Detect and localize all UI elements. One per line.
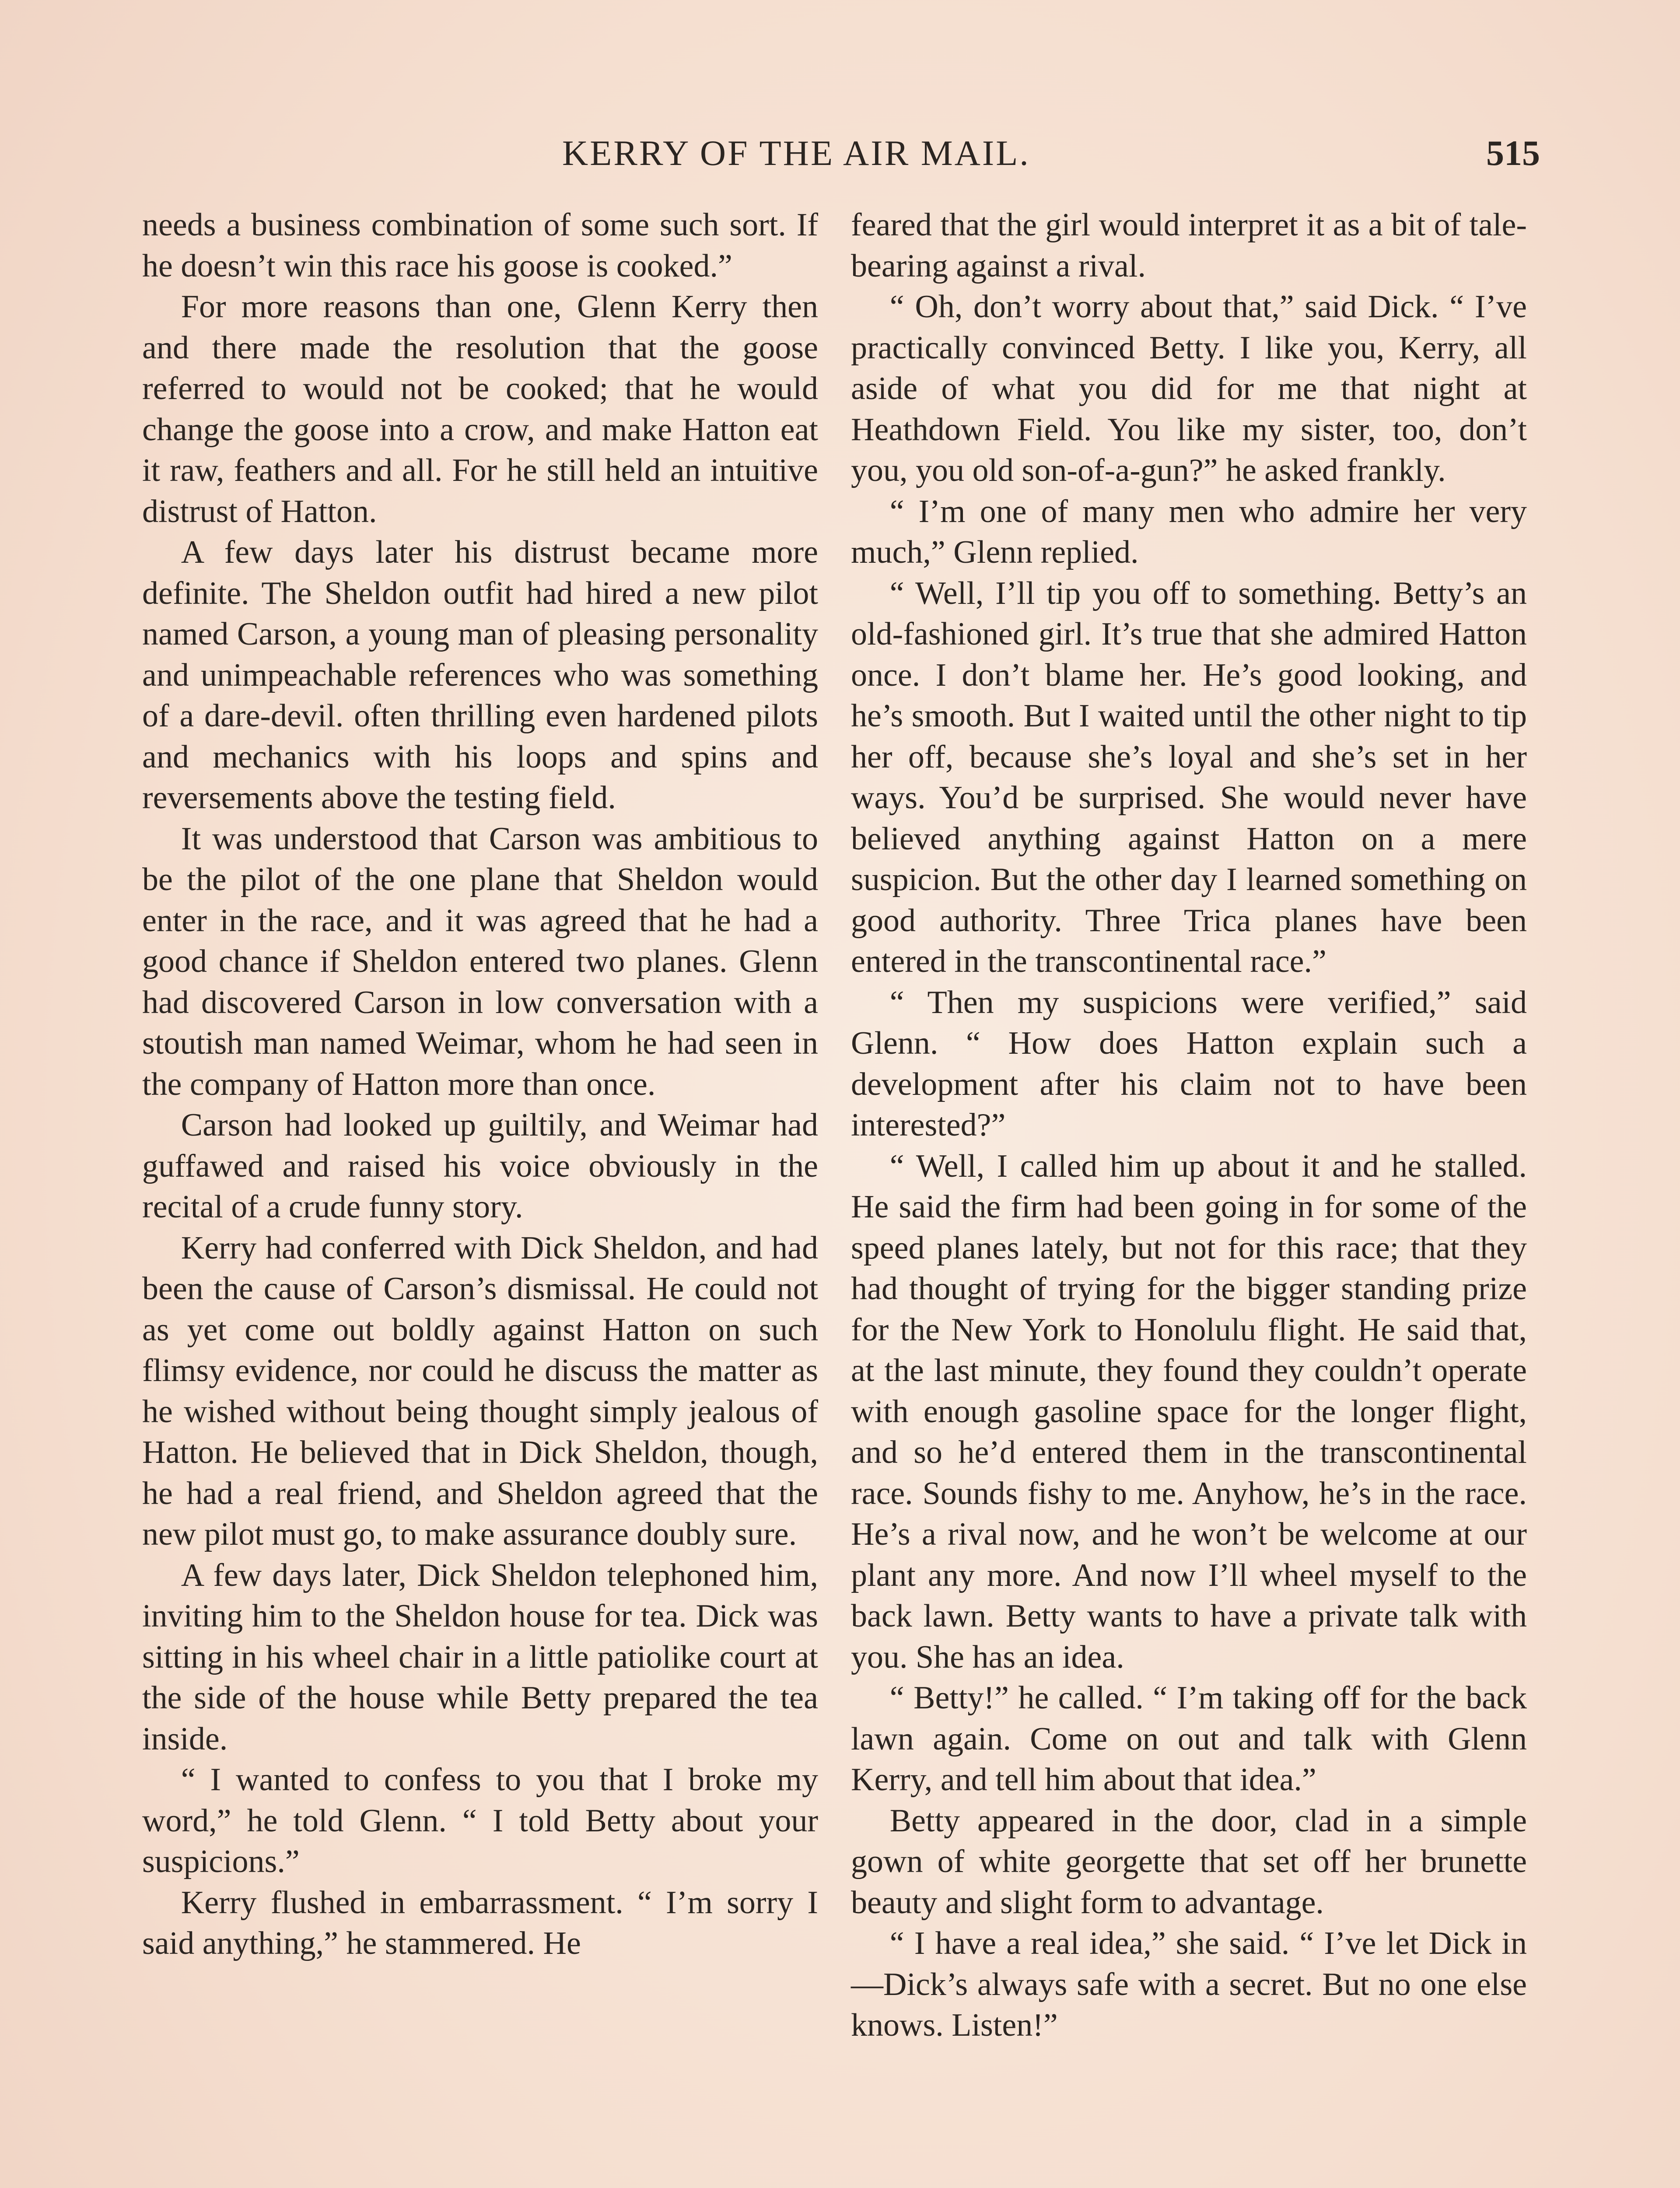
paragraph: “ I have a real idea,” she said. “ I’ve let Dick in—Dick’s always safe with a secret. But no one else knows. Listen!” <box>851 1925 1527 2043</box>
page-number: 515 <box>1486 133 1540 173</box>
paragraph: A few days later, Dick Sheldon telephoned him, inviting him to the Sheldon house for tea. Dick was sitting in his wheel chair in a little patiolike court at the side of the house while Betty prepared the tea inside. <box>142 1557 818 1757</box>
paragraph: “ Betty!” he called. “ I’m taking off for the back lawn again. Come on out and talk with Glenn Kerry, and tell him about that idea.” <box>851 1680 1527 1798</box>
paragraph: A few days later his distrust became more definite. The Sheldon outfit had hired a new pilot named Carson, a young man of pleasing personality and unimpeachable references who was something of a dare-devil. often thrilling even hardened pilots and mechanics with his loops and spins and reversements above the testing field. <box>142 534 818 816</box>
paragraph: Kerry flushed in embarrassment. “ I’m sorry I said anything,” he stammered. He <box>142 1884 818 1961</box>
page-header <box>140 129 1540 177</box>
paragraph: Betty appeared in the door, clad in a simple gown of white georgette that set off her brunette beauty and slight form to advantage. <box>851 1802 1527 1921</box>
paragraph: “ Then my suspicions were verified,” said Glenn. “ How does Hatton explain such a development after his claim not to have been interested?” <box>851 984 1527 1143</box>
paragraph: “ I’m one of many men who admire her very much,” Glenn replied. <box>851 493 1527 570</box>
paragraph: “ Oh, don’t worry about that,” said Dick. “ I’ve practically convinced Betty. I like you, Kerry, all aside of what you did for me that night at Heathdown Field. You like my sister, too, don’t you, you old son-of-a-gun?” he asked frankly. <box>851 289 1527 488</box>
left-column <box>142 205 818 1964</box>
paragraph: “ I wanted to confess to you that I broke my word,” he told Glenn. “ I told Betty about your suspicions.” <box>142 1762 818 1879</box>
paragraph: For more reasons than one, Glenn Kerry then and there made the resolution that the goose referred to would not be cooked; that he would change the goose into a crow, and make Hatton eat it raw, feathers and all. For he still held an intuitive distrust of Hatton. <box>142 289 818 529</box>
paragraph: Carson had looked up guiltily, and Weimar had guffawed and raised his voice obviously in the recital of a crude funny story. <box>142 1107 818 1225</box>
right-column <box>851 205 1527 2046</box>
paragraph: feared that the girl would interpret it as a bit of tale-bearing against a rival. <box>851 207 1527 284</box>
running-head: KERRY OF THE AIR MAIL. <box>562 133 1030 173</box>
paragraph: It was understood that Carson was ambitious to be the pilot of the one plane that Sheldon would enter in the race, and it was agreed that he had a good chance if Sheldon entered two planes. Glenn had discovered Carson in low conversation with a stoutish man named Weimar, whom he had seen in the company of Hatton more than once. <box>142 820 818 1102</box>
paragraph: “ Well, I’ll tip you off to something. Betty’s an old-fashioned girl. It’s true that she admired Hatton once. I don’t blame her. He’s good looking, and he’s smooth. But I waited until the other night to tip her off, because she’s loyal and she’s set in her ways. You’d be surprised. She would never have believed anything against Hatton on a mere suspicion. But the other day I learned something on good authority. Three Trica planes have been entered in the transcontinental race.” <box>851 575 1527 979</box>
paragraph: Kerry had conferred with Dick Sheldon, and had been the cause of Carson’s dismissal. He could not as yet come out boldly against Hatton on such flimsy evidence, nor could he discuss the matter as he wished without being thought simply jealous of Hatton. He believed that in Dick Sheldon, though, he had a real friend, and Sheldon agreed that the new pilot must go, to make assurance doubly sure. <box>142 1230 818 1552</box>
paragraph: “ Well, I called him up about it and he stalled. He said the firm had been going in for some of the speed planes lately, but not for this race; that they had thought of trying for the bigger standing prize for the New York to Honolulu flight. He said that, at the last minute, they found they couldn’t operate with enough gasoline space for the longer flight, and so he’d entered them in the transcontinental race. Sounds fishy to me. Anyhow, he’s in the race. He’s a rival now, and he won’t be welcome at our plant any more. And now I’ll wheel myself to the back lawn. Betty wants to have a private talk with you. She has an idea. <box>851 1148 1527 1675</box>
paragraph: needs a business combination of some such sort. If he doesn’t win this race his goose is cooked.” <box>142 207 818 284</box>
